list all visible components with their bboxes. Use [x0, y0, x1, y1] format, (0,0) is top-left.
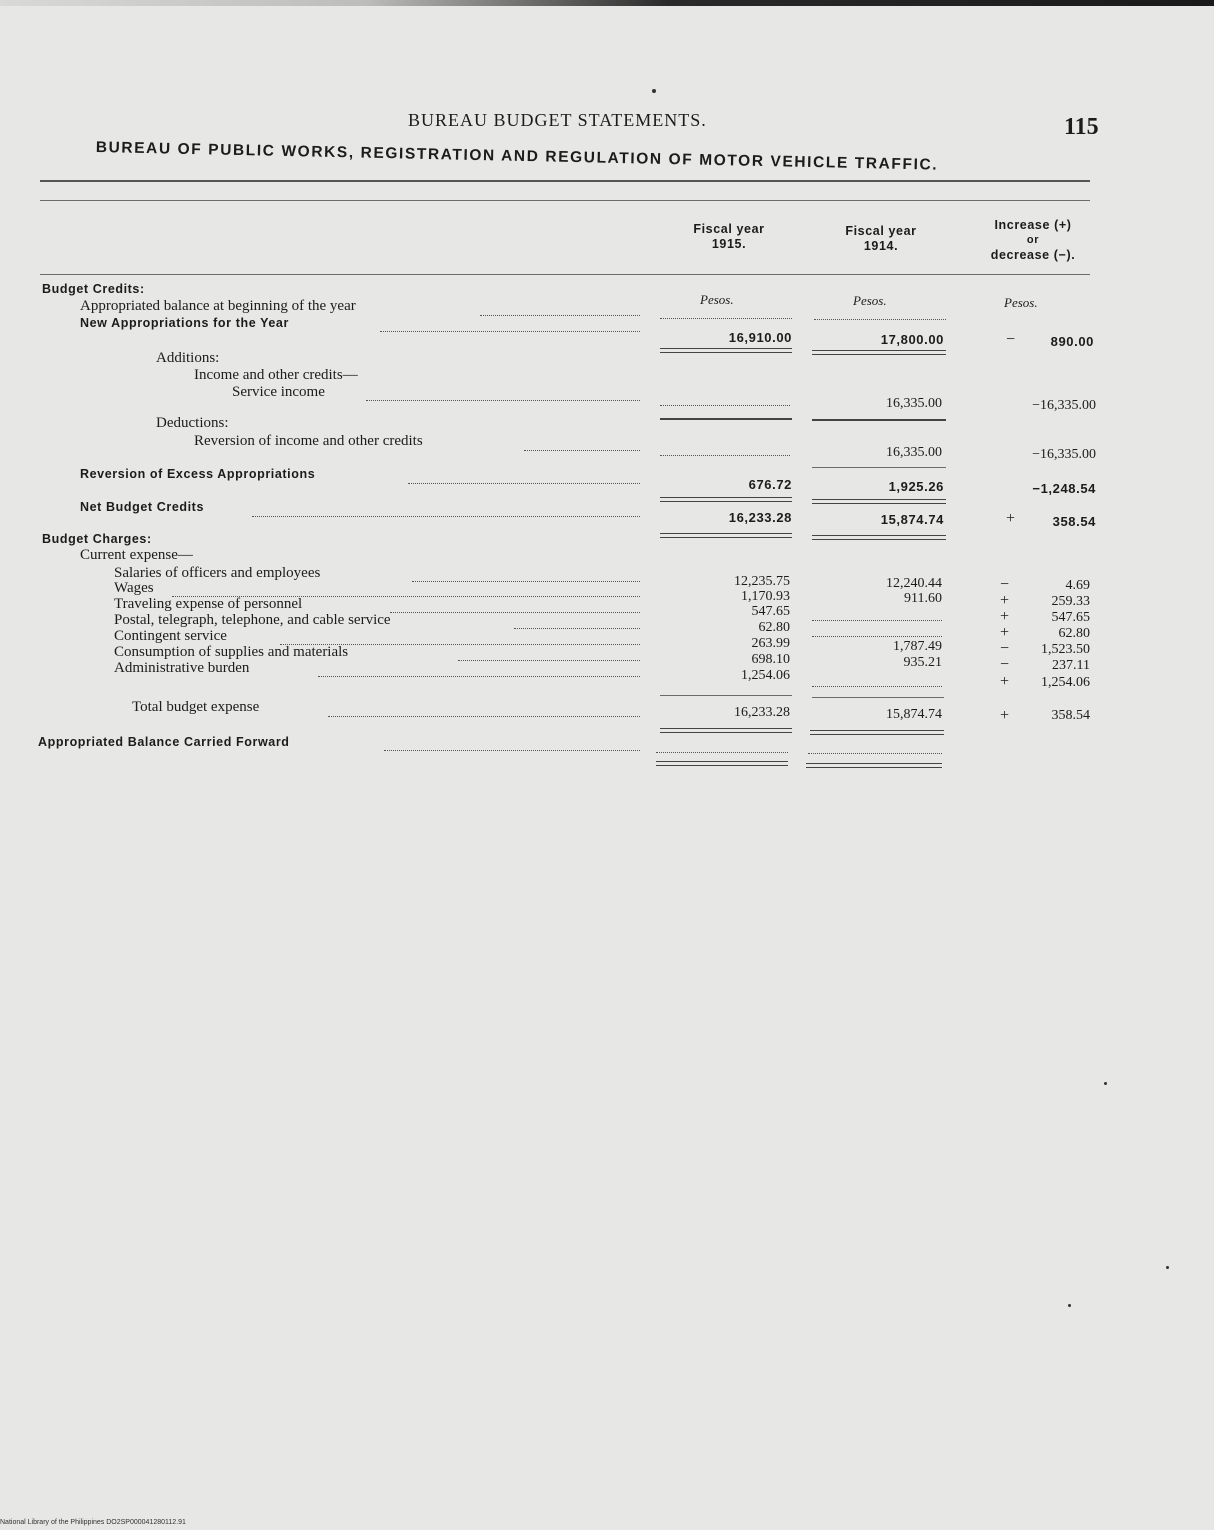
leader-dots: [172, 596, 640, 597]
row-label-expense: Traveling expense of personnel: [114, 596, 303, 612]
sign-net-budget-credits: +: [1006, 510, 1016, 527]
change-sign: −: [1000, 656, 1010, 673]
leader-dots: [812, 686, 942, 687]
leader-dots: [514, 628, 640, 629]
leader-dots: [318, 676, 640, 677]
sign-new-appropriations: −: [1006, 331, 1016, 348]
column-header-line: Fiscal year: [845, 224, 917, 238]
column-header-change: [966, 218, 1100, 263]
leader-dots: [408, 483, 640, 484]
row-label-appropriated-balance-forward: Appropriated Balance Carried Forward: [38, 735, 290, 749]
leader-dots: [458, 660, 640, 661]
column-header-line: 1915.: [711, 237, 747, 251]
value-expense-fy1915: 62.80: [758, 620, 790, 635]
leader-dots: [366, 400, 640, 401]
value-reversion-income-fy1914: 16,335.00: [886, 445, 942, 460]
column-header-fy1915: [664, 222, 794, 252]
value-new-appropriations-fy1914: 17,800.00: [880, 332, 944, 347]
value-expense-change: 259.33: [1051, 594, 1090, 609]
value-expense-change: 547.65: [1051, 610, 1090, 625]
total-rule: [812, 419, 946, 421]
leader-dots: [524, 450, 640, 451]
leader-dots: [412, 581, 640, 582]
leader-dots: [380, 331, 640, 332]
row-label-expense: Postal, telegraph, telephone, and cable service: [114, 612, 391, 628]
value-expense-fy1915: 1,170.93: [741, 589, 790, 604]
value-service-income-change: −16,335.00: [1032, 398, 1096, 413]
title-rule: [40, 180, 1090, 182]
row-label-total-budget-expense: Total budget expense: [132, 699, 260, 715]
value-total-budget-expense-fy1915: 16,233.28: [734, 705, 790, 720]
column-header-line: Fiscal year: [693, 222, 765, 236]
row-label-deductions: Deductions:: [156, 415, 229, 431]
double-rule: [660, 533, 792, 538]
scan-edge-shadow: [0, 0, 1214, 6]
value-expense-fy1915: 547.65: [751, 604, 790, 619]
row-label-expense: Contingent service: [114, 628, 227, 644]
unit-label-fy1915: Pesos.: [700, 292, 734, 307]
value-total-budget-expense-fy1914: 15,874.74: [886, 707, 942, 722]
double-rule: [660, 348, 792, 353]
leader-dots: [812, 620, 942, 621]
double-rule: [810, 730, 944, 735]
total-rule: [660, 695, 792, 696]
change-sign: +: [1000, 592, 1010, 609]
value-expense-fy1914: 1,787.49: [893, 639, 942, 654]
leader-dots: [328, 716, 640, 717]
value-reversion-excess-change: −1,248.54: [1032, 481, 1096, 496]
change-sign: +: [1000, 624, 1010, 641]
leader-dots: [660, 318, 792, 319]
table-top-rule: [40, 200, 1090, 201]
value-expense-fy1914: 12,240.44: [886, 576, 942, 591]
value-expense-change: 62.80: [1058, 626, 1090, 641]
value-expense-fy1915: 1,254.06: [741, 668, 790, 683]
total-rule: [812, 467, 946, 468]
value-service-income-fy1914: 16,335.00: [886, 396, 942, 411]
double-rule: [656, 761, 788, 766]
leader-dots: [660, 405, 790, 406]
value-total-budget-expense-change: 358.54: [1051, 708, 1090, 723]
value-expense-change: 1,254.06: [1041, 675, 1090, 690]
unit-label-change: Pesos.: [1004, 295, 1038, 310]
sign-total-budget-expense: +: [1000, 707, 1010, 724]
leader-dots: [480, 315, 640, 316]
change-sign: −: [1000, 576, 1010, 593]
double-rule: [806, 763, 942, 768]
row-label-expense: Wages: [114, 580, 154, 596]
change-sign: +: [1000, 608, 1010, 625]
leader-dots: [656, 752, 788, 753]
column-header-fy1914: [816, 224, 946, 254]
unit-label-fy1914: Pesos.: [853, 293, 887, 308]
section-heading-budget-charges: Budget Charges:: [42, 532, 152, 546]
row-label-additions: Additions:: [156, 350, 220, 366]
value-net-budget-credits-fy1914: 15,874.74: [880, 512, 944, 527]
leader-dots: [812, 636, 942, 637]
total-rule: [660, 418, 792, 420]
column-header-line: or: [1026, 234, 1040, 246]
page-number: 115: [1064, 114, 1099, 140]
leader-dots: [660, 455, 790, 456]
value-new-appropriations-fy1915: 16,910.00: [728, 330, 792, 345]
value-expense-change: 1,523.50: [1041, 642, 1090, 657]
value-expense-fy1915: 263.99: [751, 636, 790, 651]
value-reversion-income-change: −16,335.00: [1032, 447, 1096, 462]
leader-dots: [814, 319, 946, 320]
page-title: BUREAU OF PUBLIC WORKS, REGISTRATION AND REGULATION OF MOTOR VEHICLE TRAFFIC.: [95, 139, 939, 174]
row-label-appropriated-balance: Appropriated balance at beginning of the year: [80, 298, 356, 314]
row-label-expense: Consumption of supplies and materials: [114, 644, 349, 660]
leader-dots: [808, 753, 942, 754]
leader-dots: [390, 612, 640, 613]
double-rule: [660, 497, 792, 502]
column-header-line: Increase (+): [994, 218, 1072, 232]
column-header-line: decrease (−).: [990, 248, 1076, 262]
row-label-current-expense: Current expense—: [80, 547, 193, 563]
value-expense-change: 4.69: [1065, 578, 1090, 593]
double-rule: [812, 350, 946, 355]
scan-speck: [652, 89, 656, 93]
total-rule: [812, 697, 944, 698]
row-label-net-budget-credits: Net Budget Credits: [80, 500, 205, 514]
value-net-budget-credits-fy1915: 16,233.28: [728, 510, 792, 525]
change-sign: +: [1000, 673, 1010, 690]
row-label-income-credits: Income and other credits—: [194, 367, 358, 383]
header-bottom-rule: [40, 274, 1090, 275]
scan-speck: [1068, 1304, 1071, 1307]
value-expense-fy1914: 911.60: [904, 591, 942, 606]
double-rule: [812, 499, 946, 504]
change-sign: −: [1000, 640, 1010, 657]
row-label-reversion-excess: Reversion of Excess Appropriations: [80, 467, 316, 481]
double-rule: [812, 535, 946, 540]
row-label-reversion-income: Reversion of income and other credits: [194, 433, 423, 449]
section-heading-budget-credits: Budget Credits:: [42, 282, 145, 296]
row-label-expense: Administrative burden: [114, 660, 250, 676]
value-reversion-excess-fy1914: 1,925.26: [888, 479, 944, 494]
value-expense-fy1915: 698.10: [751, 652, 790, 667]
running-head: BUREAU BUDGET STATEMENTS.: [408, 110, 707, 130]
scan-speck: [1104, 1082, 1107, 1085]
row-label-expense: Salaries of officers and employees: [114, 565, 321, 581]
value-reversion-excess-fy1915: 676.72: [748, 477, 792, 492]
double-rule: [660, 728, 792, 733]
scan-speck: [1166, 1266, 1169, 1269]
value-expense-change: 237.11: [1052, 658, 1090, 673]
value-net-budget-credits-change: 358.54: [1052, 514, 1096, 529]
row-label-new-appropriations: New Appropriations for the Year: [80, 316, 289, 330]
value-new-appropriations-change: 890.00: [1050, 334, 1094, 349]
value-expense-fy1915: 12,235.75: [734, 574, 790, 589]
column-header-line: 1914.: [863, 239, 899, 253]
leader-dots: [384, 750, 640, 751]
scan-footer: National Library of the Philippines DO2SP000041280112.91: [0, 1519, 186, 1526]
row-label-service-income: Service income: [232, 384, 325, 400]
value-expense-fy1914: 935.21: [903, 655, 942, 670]
leader-dots: [280, 644, 640, 645]
leader-dots: [252, 516, 640, 517]
